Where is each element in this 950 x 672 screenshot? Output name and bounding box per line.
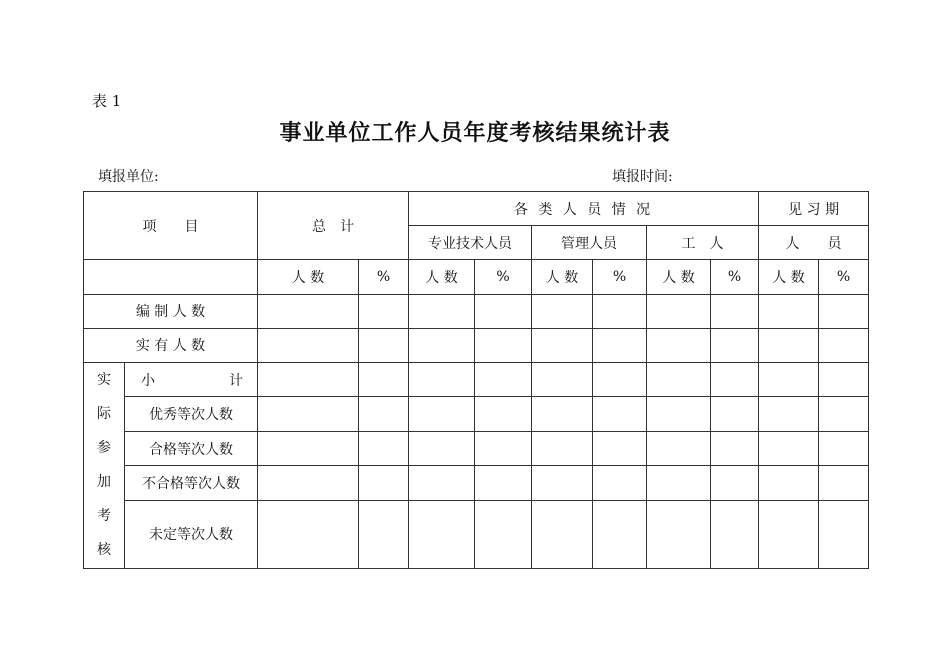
data-cell[interactable] (359, 500, 409, 568)
total-header: 总 计 (258, 192, 409, 260)
header-row-1 (84, 192, 869, 226)
table-row (84, 362, 869, 397)
data-cell[interactable] (475, 397, 532, 432)
data-cell[interactable] (409, 328, 475, 362)
data-cell[interactable] (647, 397, 711, 432)
data-cell[interactable] (819, 328, 869, 362)
header-row-3 (84, 260, 869, 294)
fill-unit-label: 填报单位: (98, 169, 159, 185)
data-cell[interactable] (258, 362, 359, 397)
data-cell[interactable] (359, 397, 409, 432)
table-row (84, 466, 869, 501)
subtotal-label-right: 计 (229, 372, 243, 389)
data-cell[interactable] (532, 362, 593, 397)
table-row (84, 294, 869, 328)
data-cell[interactable] (593, 397, 647, 432)
data-cell[interactable] (711, 362, 759, 397)
subtotal-label-left: 小 (141, 372, 155, 389)
data-cell[interactable] (359, 431, 409, 466)
data-cell[interactable] (409, 466, 475, 501)
data-cell[interactable] (409, 431, 475, 466)
data-cell[interactable] (258, 294, 359, 328)
data-cell[interactable] (759, 466, 819, 501)
undetermined-count-label: 未定等次人数 (125, 500, 258, 568)
data-cell[interactable] (409, 294, 475, 328)
actual-count-label: 实 有 人 数 (84, 328, 258, 362)
data-cell[interactable] (759, 431, 819, 466)
data-cell[interactable] (759, 397, 819, 432)
data-cell[interactable] (711, 500, 759, 568)
data-cell[interactable] (593, 294, 647, 328)
table-number: 表 1 (92, 92, 122, 110)
data-cell[interactable] (711, 431, 759, 466)
data-cell[interactable] (711, 466, 759, 501)
data-cell[interactable] (475, 294, 532, 328)
subtotal-label (125, 362, 258, 397)
data-cell[interactable] (475, 500, 532, 568)
categories-header: 各 类 人 员 情 况 (409, 192, 759, 226)
data-cell[interactable] (409, 500, 475, 568)
data-cell[interactable] (819, 500, 869, 568)
group-char: 考 (97, 508, 111, 525)
qualified-count-label: 合格等次人数 (125, 431, 258, 466)
data-cell[interactable] (359, 466, 409, 501)
data-cell[interactable] (647, 294, 711, 328)
data-cell[interactable] (532, 431, 593, 466)
blank-cell (84, 260, 258, 294)
group-char: 加 (97, 474, 111, 491)
group-char: 际 (97, 406, 111, 423)
group-char: 实 (97, 372, 111, 389)
data-cell[interactable] (647, 431, 711, 466)
professional-count-header: 人 数 (409, 260, 475, 294)
group-char: 核 (97, 542, 111, 559)
data-cell[interactable] (711, 294, 759, 328)
trainee-header-line1: 见 习 期 (759, 192, 869, 226)
data-cell[interactable] (475, 466, 532, 501)
trainee-header-line2: 人 员 (759, 226, 869, 260)
data-cell[interactable] (647, 328, 711, 362)
group-char: 参 (97, 440, 111, 457)
data-cell[interactable] (258, 328, 359, 362)
data-cell[interactable] (475, 431, 532, 466)
data-cell[interactable] (258, 500, 359, 568)
management-staff-header: 管理人员 (532, 226, 647, 260)
data-cell[interactable] (819, 397, 869, 432)
excellent-count-label: 优秀等次人数 (125, 397, 258, 432)
data-cell[interactable] (258, 466, 359, 501)
data-cell[interactable] (359, 328, 409, 362)
unqualified-count-label: 不合格等次人数 (125, 466, 258, 501)
staffing-count-label: 编 制 人 数 (84, 294, 258, 328)
data-cell[interactable] (593, 431, 647, 466)
data-cell[interactable] (593, 500, 647, 568)
data-cell[interactable] (359, 294, 409, 328)
table-row (84, 397, 869, 432)
document-title: 事业单位工作人员年度考核结果统计表 (279, 121, 671, 146)
data-cell[interactable] (647, 466, 711, 501)
data-cell[interactable] (258, 397, 359, 432)
data-cell[interactable] (819, 294, 869, 328)
data-cell[interactable] (759, 294, 819, 328)
total-percent-header: % (359, 260, 409, 294)
item-header: 项 目 (84, 192, 258, 260)
data-cell[interactable] (593, 362, 647, 397)
data-cell[interactable] (759, 362, 819, 397)
data-cell[interactable] (532, 466, 593, 501)
data-cell[interactable] (532, 294, 593, 328)
data-cell[interactable] (819, 362, 869, 397)
total-count-header: 人 数 (258, 260, 359, 294)
data-cell[interactable] (759, 328, 819, 362)
fill-time-label: 填报时间: (612, 169, 673, 185)
data-cell[interactable] (711, 397, 759, 432)
assessment-group-label (84, 362, 125, 568)
data-cell[interactable] (409, 362, 475, 397)
data-cell[interactable] (819, 466, 869, 501)
data-cell[interactable] (475, 328, 532, 362)
data-cell[interactable] (532, 328, 593, 362)
workers-count-header: 人 数 (647, 260, 711, 294)
table-row (84, 431, 869, 466)
trainee-percent-header: % (819, 260, 869, 294)
workers-header: 工 人 (647, 226, 759, 260)
trainee-count-header: 人 数 (759, 260, 819, 294)
data-cell[interactable] (359, 362, 409, 397)
data-cell[interactable] (647, 500, 711, 568)
data-cell[interactable] (711, 328, 759, 362)
management-percent-header: % (593, 260, 647, 294)
data-cell[interactable] (819, 431, 869, 466)
data-cell[interactable] (593, 328, 647, 362)
data-cell[interactable] (532, 397, 593, 432)
data-cell[interactable] (409, 397, 475, 432)
data-cell[interactable] (258, 431, 359, 466)
professional-staff-header: 专业技术人员 (409, 226, 532, 260)
workers-percent-header: % (711, 260, 759, 294)
statistics-table (83, 191, 869, 569)
data-cell[interactable] (647, 362, 711, 397)
data-cell[interactable] (532, 500, 593, 568)
professional-percent-header: % (475, 260, 532, 294)
data-cell[interactable] (759, 500, 819, 568)
data-cell[interactable] (475, 362, 532, 397)
table-row (84, 500, 869, 568)
data-cell[interactable] (593, 466, 647, 501)
management-count-header: 人 数 (532, 260, 593, 294)
table-row (84, 328, 869, 362)
